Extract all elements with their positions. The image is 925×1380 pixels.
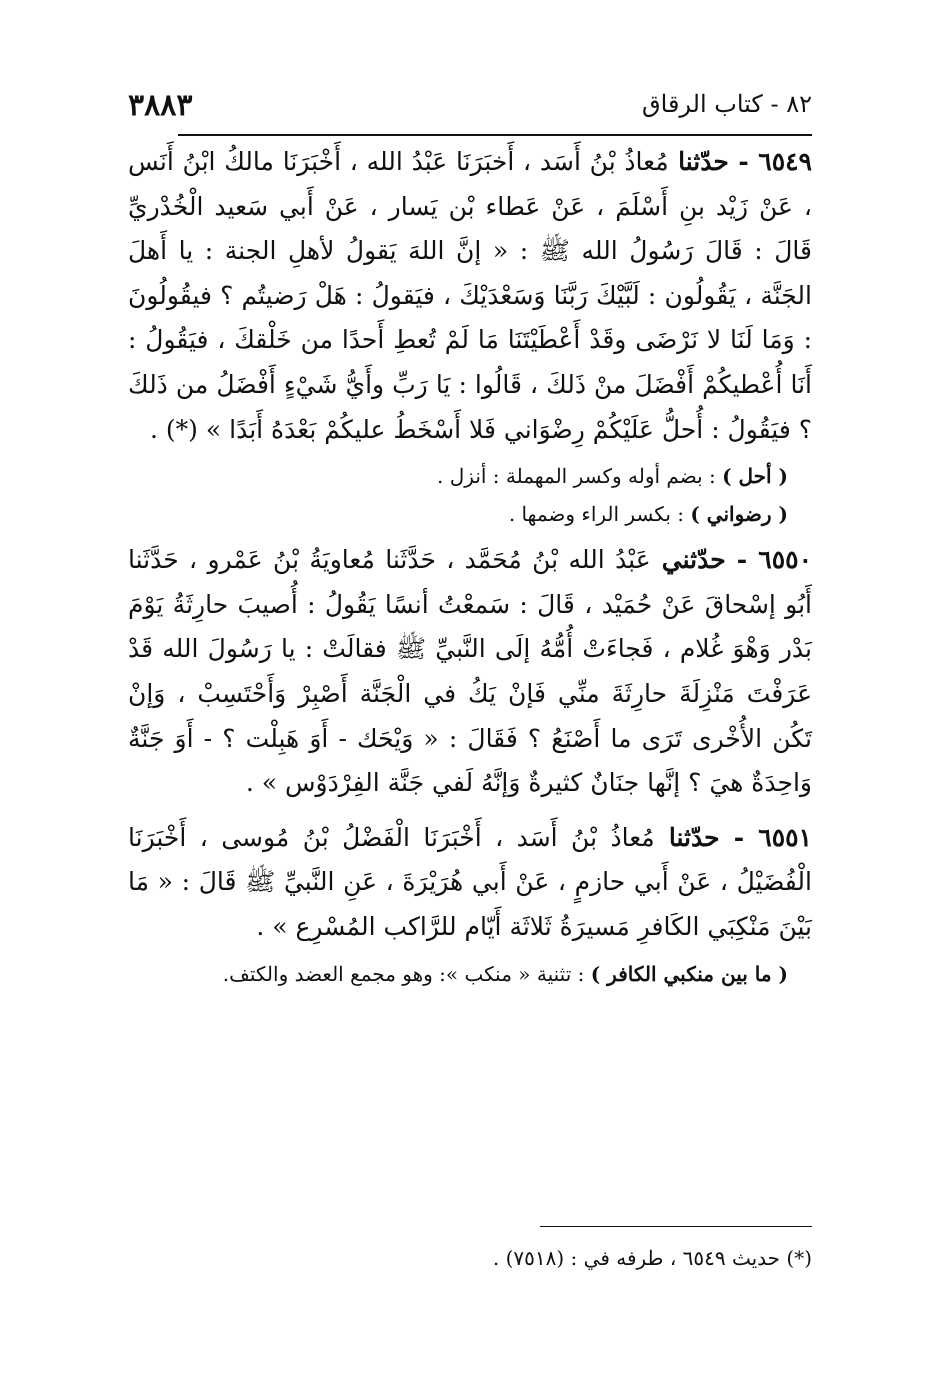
hadith-6551 [128, 816, 812, 950]
hadith-opening: حدّثنا [668, 147, 729, 176]
paragraph-gap [128, 806, 812, 816]
hadith-number: ٦٥٥١ - [719, 822, 812, 852]
hadith-6549 [128, 140, 812, 452]
gloss-term: ( أحل ) [722, 464, 788, 489]
hadith-6550 [128, 538, 812, 806]
hadith-number: ٦٥٤٩ - [728, 147, 812, 176]
hadith-opening: حدّثني [650, 545, 726, 575]
gloss-text: : تثنية « منكب »: وهو مجمع العضد والكتف. [222, 961, 591, 986]
hadith-number: ٦٥٥٠ - [725, 545, 812, 575]
gloss-text: : بكسر الراء وضمها . [508, 502, 691, 527]
main-text [128, 140, 812, 998]
gloss-manakib [128, 960, 788, 988]
hadith-text: مُعاذُ بْنُ أَسَد ، أَخبَرَنَا عَبْدُ الله ، أَخْبَرَنَا مالكُ ابْنُ أَنَس ، عَنْ زَيْد بنِ أَسْلَمَ ، عَنْ عَطاء بْن يَسار ، عَنْ أَبي سَعيد الْخُدْريِّ قَالَ : قَالَ رَسُولُ الله ﷺ : « إنَّ اللهَ يَقولُ لأهلِ الجنة : يا أَهلَ الجَنَّة ، يَقُولُون : لَبَّيْكَ رَبَّنَا وَسَعْدَيْكَ ، فيَقولُ : هَلْ رَضيتُم ؟ فيقُولُونَ : وَمَا لَنَا لا نَرْضَى وقَدْ أَعْطَيْتَنَا مَا لَمْ تُعطِ أَحدًا من خَلْقكَ ، فيَقُولُ : أَنَا أُعْطيكُمْ أَفْضَلَ منْ ذَلكَ ، قَالُوا : يَا رَبِّ وأَيُّ شَيْءٍ أَفْضَلُ من ذَلكَ ؟ فيَقُولُ : أُحلُّ عَلَيْكُمْ رِضْوَاني فَلا أَسْخَطُ عليكُمْ بَعْدَهُ أَبَدًا » (*) . [128, 147, 812, 444]
gloss-text: : بضم أوله وكسر المهملة : أنزل . [437, 464, 723, 489]
page-number: ٣٨٨٣ [128, 88, 193, 123]
header-rule [178, 134, 812, 136]
gloss-term: ( رضواني ) [690, 502, 788, 527]
gloss-ridwani [128, 500, 788, 528]
footnote: (*) حديث ٦٥٤٩ ، طرفه في : (٧٥١٨) . [492, 1246, 812, 1270]
gloss-term: ( ما بين منكبي الكافر ) [590, 961, 788, 986]
gloss-ahill [128, 462, 788, 490]
hadith-opening: حدّثنا [654, 822, 720, 852]
hadith-text: عَبْدُ الله بْنُ مُحَمَّد ، حَدَّثَنا مُعاويَةُ بْنُ عَمْرو ، حَدَّثَنا أَبُو إسْحاقَ عَنْ حُمَيْد ، قَالَ : سَمعْتُ أنسًا يَقُولُ : أُصيبَ حارِثَةُ يَوْمَ بَدْر وَهْوَ غُلام ، فَجاءَتْ أُمُّهُ إلَى النَّبيِّ ﷺ فقالَتْ : يا رَسُولَ الله قَدْ عَرَفْتَ مَنْزِلَةَ حارِثَةَ منِّي فَإنْ يَكُ في الْجَنَّة أَصْبِرْ وَأَحْتَسِبْ ، وَإنْ تَكُن الأُخْرى تَرَى ما أَصْنَعُ ؟ فَقَالَ : « وَيْحَك - أَوَ هَبِلْت ؟ - أَوَ جَنَّةٌ وَاحِدَةٌ هيَ ؟ إنَّها جنَانٌ كثيرةٌ وَإنَّهُ لَفي جَنَّة الفِرْدَوْس » . [128, 545, 812, 798]
running-title: ٨٢ - كتاب الرقاق [642, 90, 812, 118]
footnote-rule [540, 1226, 812, 1227]
page-header [128, 88, 812, 128]
hadith-text: مُعاذُ بْنُ أَسَد ، أَخْبَرَنَا الْفَضْلُ بْنُ مُوسى ، أَخْبَرَنَا الْفُضَيْلُ ، عَنْ أَبي حازمٍ ، عَنْ أَبي هُرَيْرَةَ ، عَنِ النَّبيِّ ﷺ قَالَ : « مَا بَيْنَ مَنْكِبَي الكَافرِ مَسيرَةُ ثَلاثَة أَيّام للرَّاكب المُسْرِع » . [128, 822, 812, 941]
